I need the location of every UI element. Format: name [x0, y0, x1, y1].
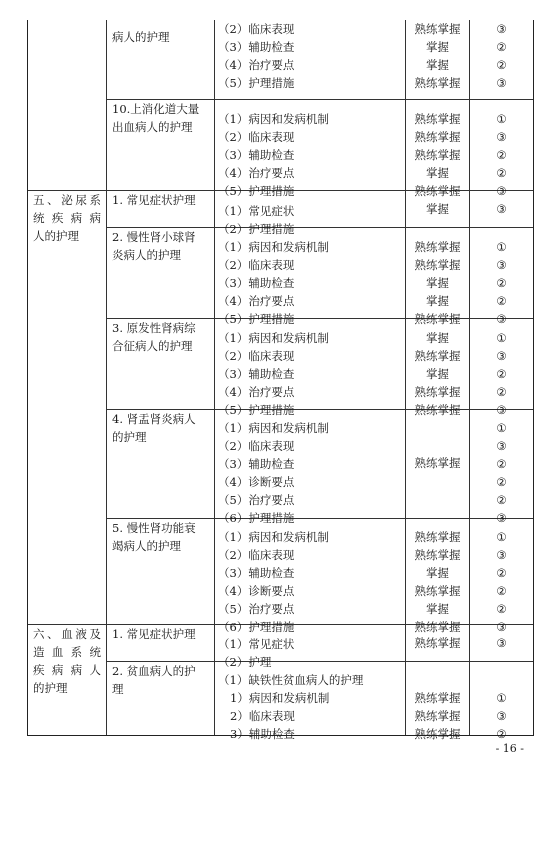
requirement-cell: 熟练掌握 [414, 691, 461, 705]
content-item: （2）护理 [218, 655, 272, 669]
level-cell: ② [496, 40, 507, 54]
content-item: （3）辅助检查 [218, 457, 295, 471]
merged-requirement: 熟练掌握 [414, 636, 461, 650]
level-cell: ① [496, 112, 507, 126]
content-item: （4）治疗要点 [218, 166, 295, 180]
level-cell: ① [496, 240, 507, 254]
content-item: （5）治疗要点 [218, 493, 295, 507]
level-cell: ③ [496, 511, 507, 525]
level-cell: ③ [496, 258, 507, 272]
content-item: （4）治疗要点 [218, 385, 295, 399]
level-cell: ② [496, 493, 507, 507]
content-item: 2）临床表现 [230, 709, 295, 723]
requirement-cell: 熟练掌握 [414, 385, 461, 399]
content-item: （3）辅助检查 [218, 40, 295, 54]
requirement-cell: 熟练掌握 [414, 148, 461, 162]
requirement-cell: 熟练掌握 [414, 312, 461, 326]
content-item: （3）辅助检查 [218, 367, 295, 381]
content-item: （2）临床表现 [218, 22, 295, 36]
content-item: （5）护理措施 [218, 76, 295, 90]
level-cell: ② [496, 385, 507, 399]
requirement-cell: 熟练掌握 [414, 22, 461, 36]
level-cell: ② [496, 602, 507, 616]
content-item: 1）病因和发病机制 [230, 691, 330, 705]
level-cell: ② [496, 727, 507, 741]
col-divider-1 [106, 20, 107, 735]
requirement-cell: 熟练掌握 [414, 112, 461, 126]
syllabus-table [27, 20, 534, 741]
content-item: （2）临床表现 [218, 258, 295, 272]
content-item: （6）护理措施 [218, 511, 295, 525]
col-divider-2 [214, 20, 215, 735]
requirement-cell: 熟练掌握 [414, 403, 461, 417]
content-item: （1）病因和发病机制 [218, 240, 329, 254]
content-item: （3）辅助检查 [218, 276, 295, 290]
level-cell: ① [496, 691, 507, 705]
content-item: （5）护理措施 [218, 403, 295, 417]
content-item: （1）缺铁性贫血病人的护理 [218, 673, 364, 687]
level-cell: ② [496, 475, 507, 489]
requirement-cell: 掌握 [426, 294, 449, 308]
content-item: （2）临床表现 [218, 349, 295, 363]
level-cell: ② [496, 457, 507, 471]
topic-label: 2. 慢性肾小球肾 炎病人的护理 [112, 230, 196, 262]
content-item: （1）病因和发病机制 [218, 331, 329, 345]
requirement-cell: 熟练掌握 [414, 240, 461, 254]
level-cell: ③ [496, 312, 507, 326]
level-cell: ② [496, 584, 507, 598]
content-item: （5）护理措施 [218, 312, 295, 326]
requirement-cell: 掌握 [426, 331, 449, 345]
content-item: （2）护理措施 [218, 222, 295, 236]
requirement-cell: 熟练掌握 [414, 530, 461, 544]
level-cell: ① [496, 421, 507, 435]
requirement-cell: 掌握 [426, 276, 449, 290]
requirement-cell: 掌握 [426, 367, 449, 381]
merged-level: ③ [496, 636, 507, 650]
requirement-cell: 熟练掌握 [414, 584, 461, 598]
topic-label: 1. 常见症状护理 [112, 627, 196, 641]
content-item: （4）诊断要点 [218, 475, 295, 489]
requirement-cell: 熟练掌握 [414, 709, 461, 723]
content-item: （2）临床表现 [218, 130, 295, 144]
level-cell: ① [496, 331, 507, 345]
level-cell: ② [496, 58, 507, 72]
level-cell: ③ [496, 130, 507, 144]
topic-label: 4. 肾盂肾炎病人 的护理 [112, 412, 196, 444]
level-cell: ③ [496, 22, 507, 36]
requirement-cell: 掌握 [426, 40, 449, 54]
content-item: （4）诊断要点 [218, 584, 295, 598]
topic-label: 3. 原发性肾病综 合征病人的护理 [112, 321, 196, 353]
content-item: （1）病因和发病机制 [218, 112, 329, 126]
topic-label: 病人的护理 [112, 30, 170, 44]
content-item: （2）临床表现 [218, 548, 295, 562]
content-item: 3）辅助检查 [230, 727, 295, 741]
level-cell: ③ [496, 403, 507, 417]
content-item: （3）辅助检查 [218, 148, 295, 162]
merged-requirement: 熟练掌握 [414, 456, 461, 470]
requirement-cell: 熟练掌握 [414, 184, 461, 198]
level-cell: ③ [496, 620, 507, 634]
content-item: （6）护理措施 [218, 620, 295, 634]
requirement-cell: 掌握 [426, 566, 449, 580]
unit-label: 六、血液及 造 血 系 统 疾 病 病 人 的护理 [33, 627, 101, 695]
requirement-cell: 熟练掌握 [414, 76, 461, 90]
requirement-cell: 掌握 [426, 602, 449, 616]
content-item: （4）治疗要点 [218, 58, 295, 72]
level-cell: ② [496, 367, 507, 381]
requirement-cell: 熟练掌握 [414, 727, 461, 741]
topic-label: 2. 贫血病人的护 理 [112, 664, 196, 696]
topic-label: 1. 常见症状护理 [112, 193, 196, 207]
merged-requirement: 掌握 [426, 202, 449, 216]
level-cell: ③ [496, 349, 507, 363]
requirement-cell: 熟练掌握 [414, 548, 461, 562]
level-cell: ① [496, 530, 507, 544]
requirement-cell: 熟练掌握 [414, 258, 461, 272]
content-item: （2）临床表现 [218, 439, 295, 453]
requirement-cell: 掌握 [426, 58, 449, 72]
requirement-cell: 掌握 [426, 166, 449, 180]
requirement-cell: 熟练掌握 [414, 349, 461, 363]
merged-level: ③ [496, 202, 507, 216]
content-item: （4）治疗要点 [218, 294, 295, 308]
content-item: （1）常见症状 [218, 204, 295, 218]
content-item: （1）病因和发病机制 [218, 530, 329, 544]
content-item: （1）常见症状 [218, 637, 295, 651]
content-item: （1）病因和发病机制 [218, 421, 329, 435]
requirement-cell: 熟练掌握 [414, 130, 461, 144]
level-cell: ② [496, 566, 507, 580]
topic-label: 10.上消化道大量 出血病人的护理 [112, 102, 200, 134]
level-cell: ② [496, 166, 507, 180]
level-cell: ③ [496, 709, 507, 723]
page-number: - 16 - [495, 742, 524, 755]
level-cell: ③ [496, 76, 507, 90]
level-cell: ③ [496, 439, 507, 453]
level-cell: ② [496, 276, 507, 290]
level-cell: ③ [496, 548, 507, 562]
content-item: （3）辅助检查 [218, 566, 295, 580]
unit-label: 五、泌尿系 统 疾 病 病 人的护理 [33, 193, 101, 243]
content-item: （5）护理措施 [218, 184, 295, 198]
level-cell: ③ [496, 184, 507, 198]
level-cell: ② [496, 148, 507, 162]
level-cell: ② [496, 294, 507, 308]
requirement-cell: 熟练掌握 [414, 620, 461, 634]
content-item: （5）治疗要点 [218, 602, 295, 616]
topic-label: 5. 慢性肾功能衰 竭病人的护理 [112, 521, 196, 553]
